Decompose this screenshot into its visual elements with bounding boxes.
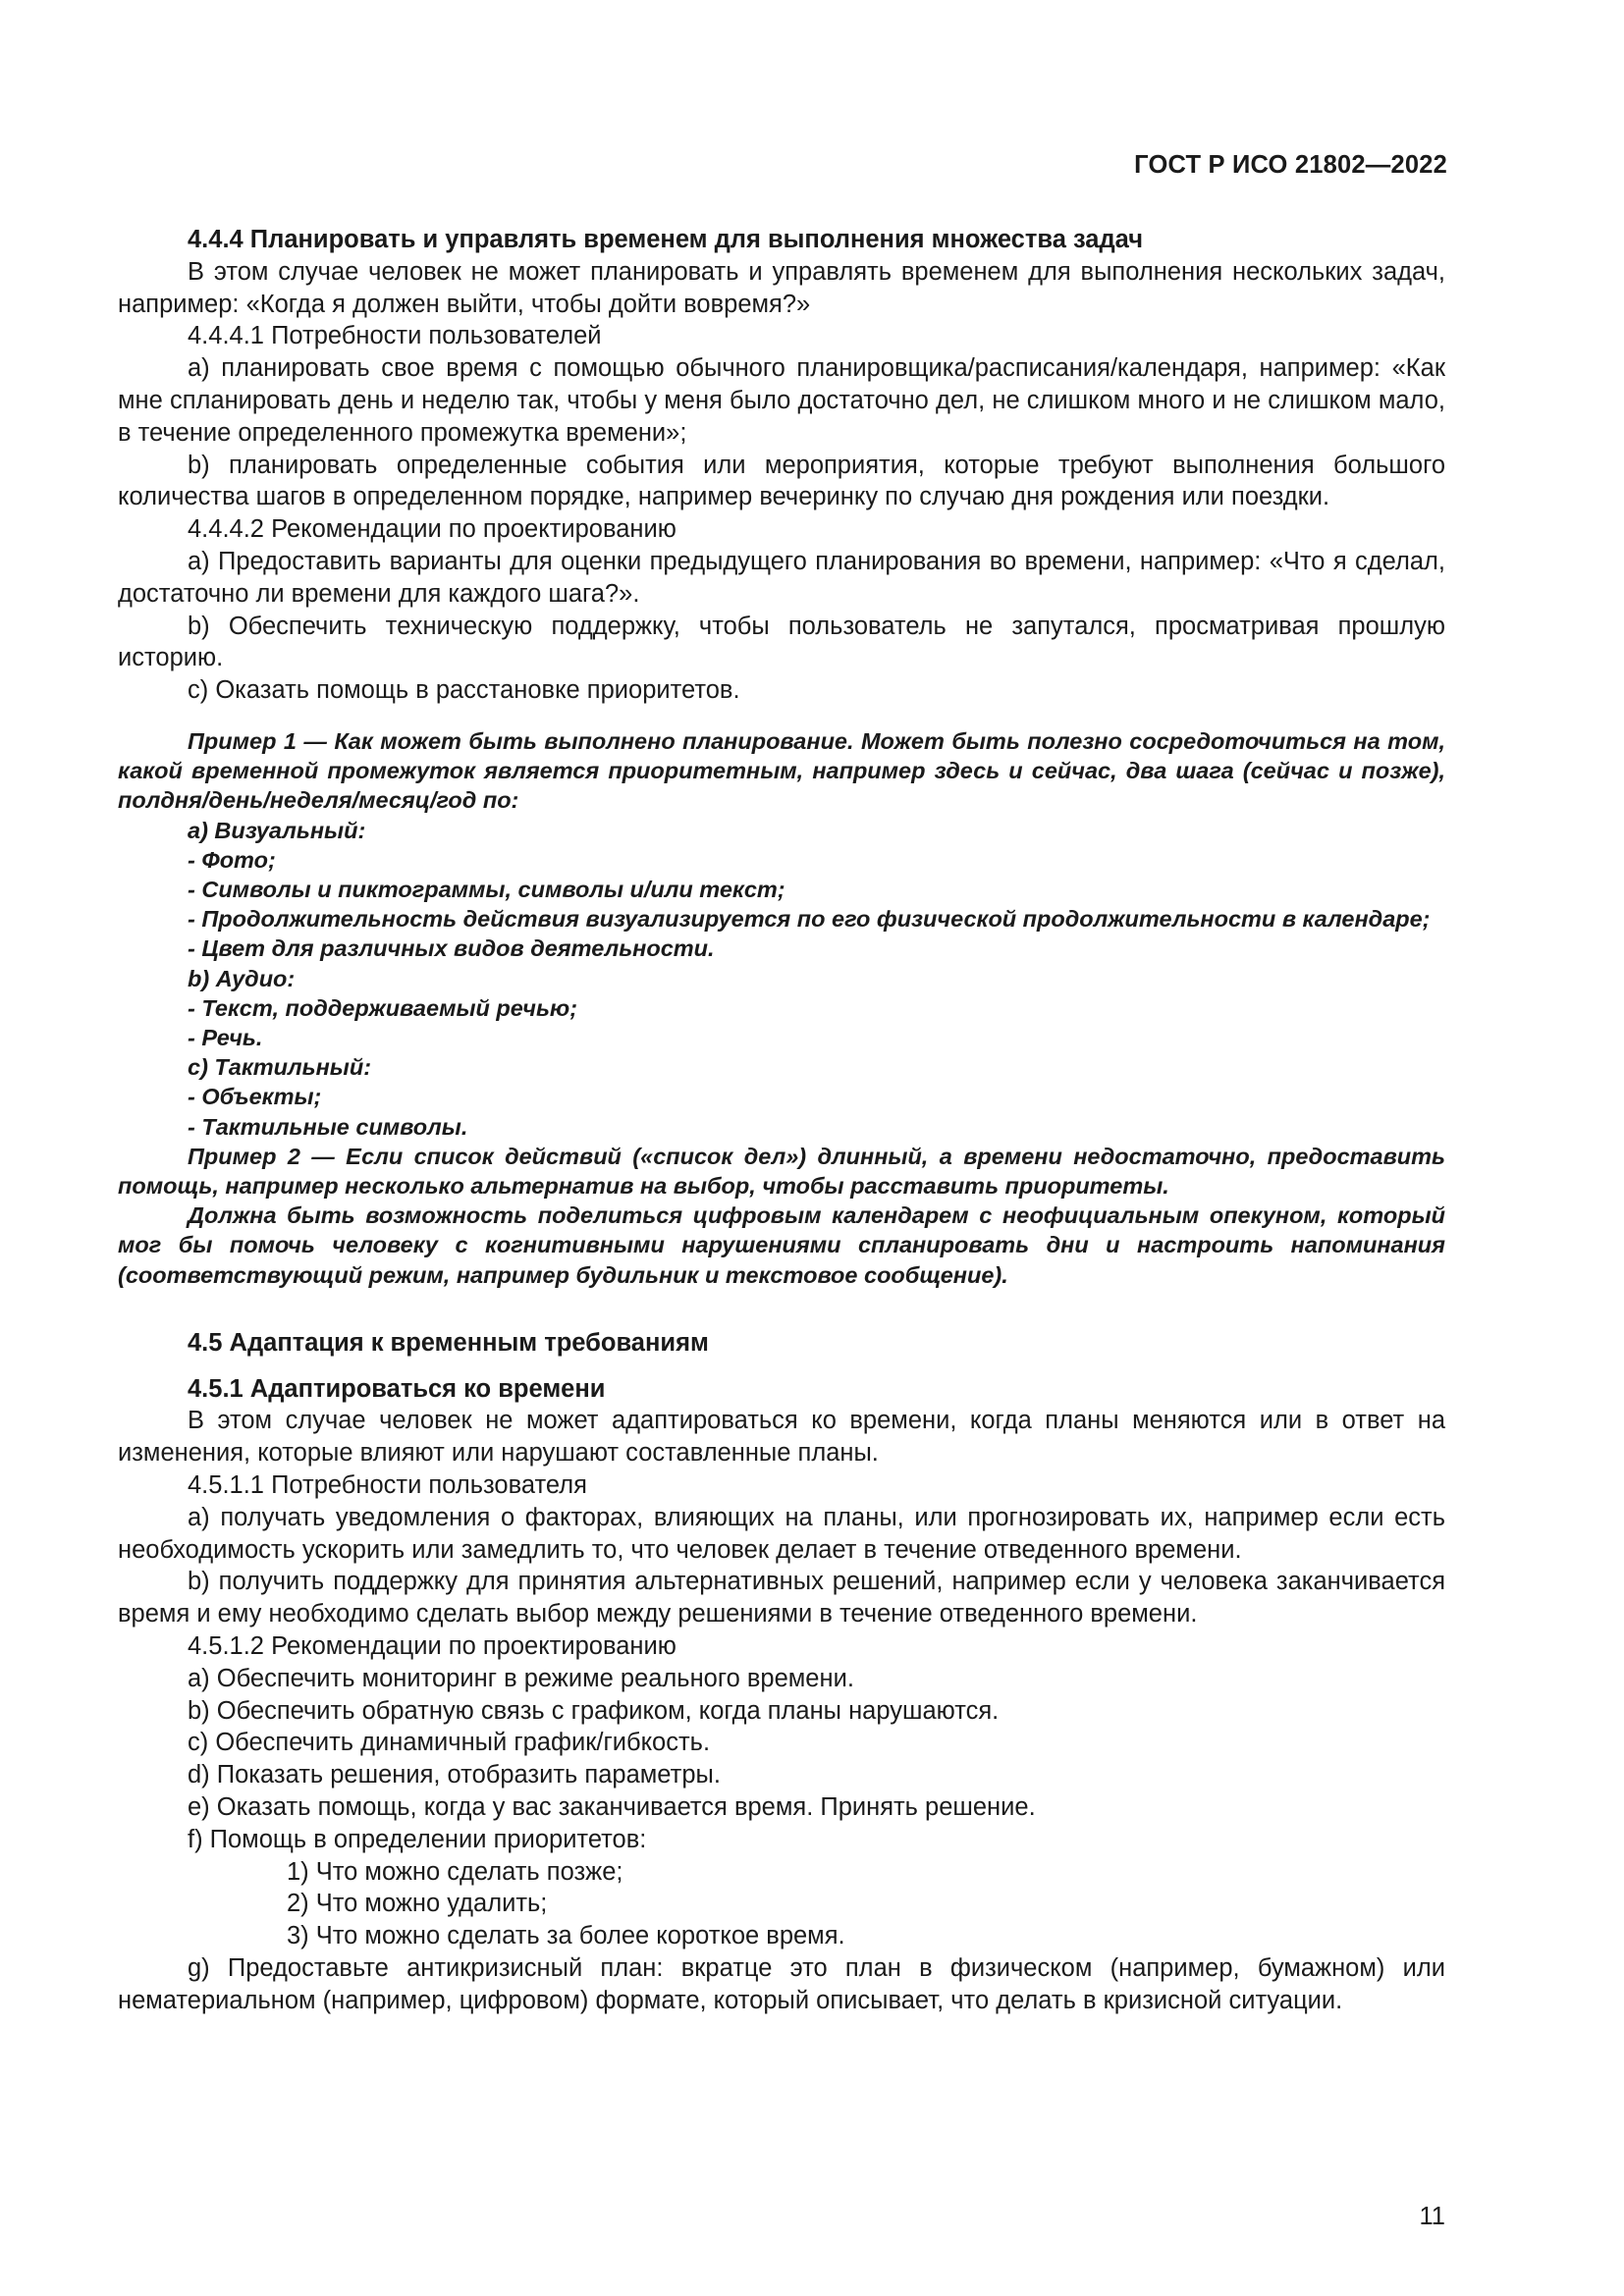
example-tactile-title: с) Тактильный: (188, 1054, 372, 1081)
example-tactile-item-1: - Объекты; (188, 1084, 322, 1110)
example-1-text: Пример 1 — Как может быть выполнено планирование. Может быть полезно сосредоточиться на том, какой временной промежуток является приоритетным, например здесь и сейчас, два шага (сейчас и позже), полдня/день/неделя/месяц/год по: (118, 727, 1445, 814)
page-content (118, 224, 1445, 2017)
example-2-text: Пример 2 — Если список действий («список дел») длинный, а времени недостаточно, предоставить помощь, например несколько альтернатив на выбор, чтобы расставить приоритеты. (118, 1143, 1445, 1199)
list-item-4-5-1-2-g: g) Предоставьте антикризисный план: вкратце это план в физическом (например, бумажном) или нематериальном (например, цифровом) формате, который описывает, что делать в кризисной ситуации. (118, 1953, 1445, 2014)
list-item-4-4-4-2-b: b) Обеспечить техническую поддержку, чтобы пользователь не запутался, просматривая прошлую историю. (118, 612, 1445, 672)
list-item-4-5-1-1-b: b) получить поддержку для принятия альтернативных решений, например если у человека заканчивается время и ему необходимо сделать выбор между решениями в течение отведенного времени. (118, 1568, 1445, 1629)
heading-4-5: 4.5 Адаптация к временным требованиям (188, 1328, 709, 1357)
list-item-4-5-1-2-d: d) Показать решения, отобразить параметры. (188, 1761, 721, 1789)
example-block (118, 726, 1445, 1290)
example-visual-title: а) Визуальный: (188, 817, 366, 843)
example-visual-item-1: - Фото; (188, 846, 276, 873)
list-item-4-5-1-2-b: b) Обеспечить обратную связь с графиком, когда планы нарушаются. (188, 1696, 1000, 1725)
list-item-4-4-4-2-a: а) Предоставить варианты для оценки предыдущего планирования во времени, например: «Что я сделал, достаточно ли времени для каждого шага?». (118, 547, 1445, 608)
list-item-4-5-1-1-a: а) получать уведомления о факторах, влияющих на планы, или прогнозировать их, например если есть необходимость ускорить или замедлить то, что человек делает в течение отведенного времени. (118, 1503, 1445, 1564)
paragraph-4-4-4-intro: В этом случае человек не может планировать и управлять временем для выполнения нескольких задач, например: «Когда я должен выйти, чтобы дойти вовремя?» (118, 257, 1445, 318)
subheading-4-5-1-2: 4.5.1.2 Рекомендации по проектированию (188, 1631, 677, 1660)
list-item-4-5-1-2-e: е) Оказать помощь, когда у вас заканчивается время. Принять решение. (188, 1792, 1036, 1821)
list-item-4-4-4-1-a: а) планировать свое время с помощью обычного планировщика/расписания/календаря, например: «Как мне спланировать день и неделю так, чтобы у меня было достаточно дел, не слишком много и не слишком мало, в течение определенного промежутка времени»; (118, 354, 1445, 447)
list-item-4-5-1-2-f: f) Помощь в определении приоритетов: (188, 1825, 647, 1853)
subheading-4-4-4-2: 4.4.4.2 Рекомендации по проектированию (188, 515, 677, 544)
example-visual-item-4: - Цвет для различных видов деятельности. (188, 935, 715, 962)
list-item-4-5-1-2-a: а) Обеспечить мониторинг в режиме реального времени. (188, 1664, 854, 1692)
paragraph-4-5-1-intro: В этом случае человек не может адаптироваться ко времени, когда планы меняются или в ответ на изменения, которые влияют или нарушают составленные планы. (118, 1407, 1445, 1468)
example-audio-item-1: - Текст, поддерживаемый речью; (188, 994, 578, 1021)
list-item-4-5-1-2-c: с) Обеспечить динамичный график/гибкость. (188, 1729, 711, 1757)
example-visual-item-2: - Символы и пиктограммы, символы и/или текст; (188, 876, 785, 902)
example-calendar-text: Должна быть возможность поделиться цифровым календарем с неофициальным опекуном, который мог бы помочь человеку с когнитивными нарушениями спланировать дни и настроить напоминания (соответствующий режим, например будильник и текстовое сообщение). (118, 1202, 1445, 1288)
list-item-4-5-1-2-f-2: 2) Что можно удалить; (287, 1890, 548, 1918)
page-number: 11 (1419, 2203, 1445, 2230)
document-code: ГОСТ Р ИСО 21802—2022 (1134, 151, 1447, 179)
list-item-4-5-1-2-f-3: 3) Что можно сделать за более короткое время. (287, 1922, 845, 1950)
heading-4-4-4: 4.4.4 Планировать и управлять временем для выполнения множества задач (188, 226, 1144, 253)
example-audio-item-2: - Речь. (188, 1024, 263, 1050)
example-audio-title: b) Аудио: (188, 965, 296, 991)
heading-4-5-1: 4.5.1 Адаптироваться ко времени (188, 1374, 606, 1403)
list-item-4-5-1-2-f-1: 1) Что можно сделать позже; (287, 1857, 623, 1886)
subheading-4-5-1-1: 4.5.1.1 Потребности пользователя (188, 1471, 587, 1499)
list-item-4-4-4-2-c: с) Оказать помощь в расстановке приоритетов. (188, 676, 740, 705)
example-tactile-item-2: - Тактильные символы. (188, 1113, 468, 1140)
example-visual-item-3: - Продолжительность действия визуализируется по его физической продолжительности в календаре; (188, 906, 1431, 933)
subheading-4-4-4-1: 4.4.4.1 Потребности пользователей (188, 322, 602, 350)
list-item-4-4-4-1-b: b) планировать определенные события или мероприятия, которые требуют выполнения большого количества шагов в определенном порядке, например вечеринку по случаю дня рождения или поездки. (118, 451, 1445, 511)
